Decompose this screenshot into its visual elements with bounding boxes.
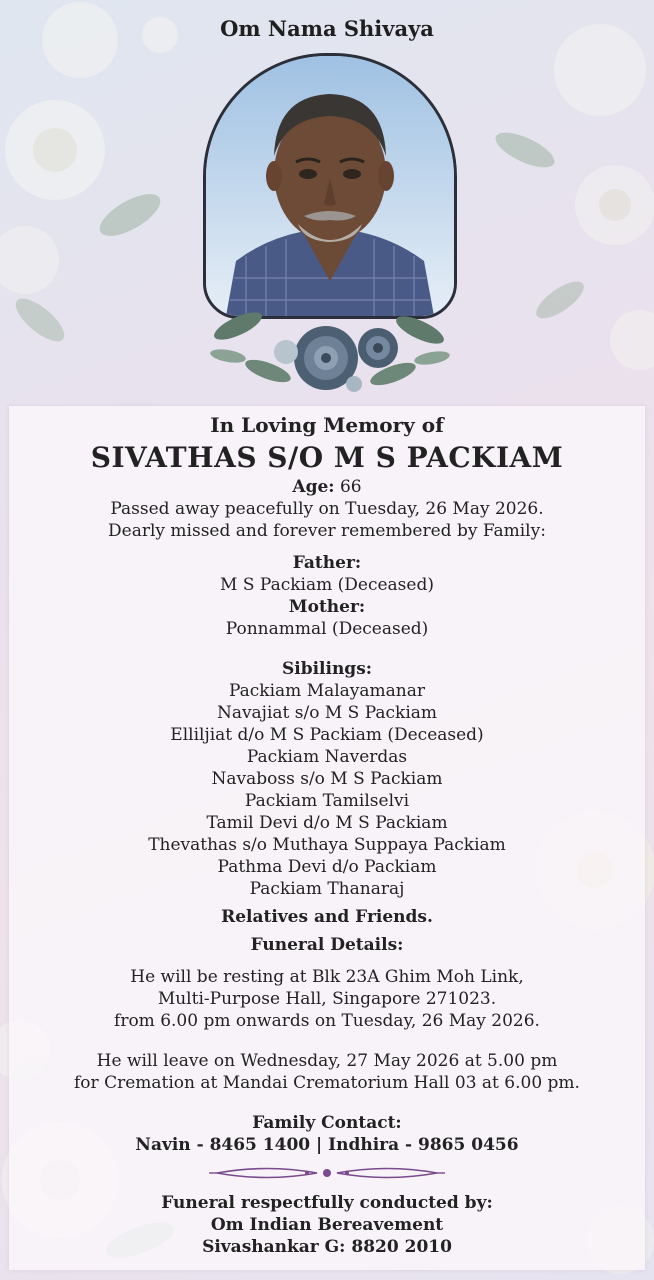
- funeral-details-label: Funeral Details:: [250, 935, 404, 955]
- family-contact-label: Family Contact:: [252, 1113, 402, 1133]
- siblings-label: Sibilings:: [281, 659, 373, 679]
- resting-line-2: Multi-Purpose Hall, Singapore 271023.: [157, 989, 497, 1009]
- memorial-intro: In Loving Memory of: [210, 413, 444, 437]
- deceased-name: SIVATHAS S/O M S PACKIAM: [90, 441, 564, 474]
- father-label: Father:: [292, 553, 362, 573]
- sibling-name: Navajiat s/o M S Packiam: [216, 703, 438, 723]
- resting-line-1: He will be resting at Blk 23A Ghim Moh Link,: [130, 967, 524, 987]
- leave-line-2: for Cremation at Mandai Crematorium Hall 03 at 6.00 pm.: [74, 1073, 580, 1093]
- resting-line-3: from 6.00 pm onwards on Tuesday, 26 May 2026.: [114, 1011, 540, 1031]
- sibling-name: Tamil Devi d/o M S Packiam: [206, 813, 448, 833]
- leave-line-1: He will leave on Wednesday, 27 May 2026 at 5.00 pm: [96, 1051, 558, 1071]
- funeral-director-contact: Sivashankar G: 8820 2010: [202, 1237, 452, 1257]
- bereavement-company: Om Indian Bereavement: [210, 1215, 444, 1235]
- age-value: 66: [339, 477, 362, 497]
- sibling-name: Thevathas s/o Muthaya Suppaya Packiam: [148, 835, 506, 855]
- age-label: Age:: [292, 477, 335, 497]
- obituary-content: [9, 410, 645, 1258]
- passed-line: Passed away peacefully on Tuesday, 26 May 2026.: [110, 499, 544, 519]
- header-title: Om Nama Shivaya: [220, 16, 434, 41]
- missed-line: Dearly missed and forever remembered by Family:: [108, 521, 546, 541]
- conducted-by-label: Funeral respectfully conducted by:: [161, 1193, 493, 1213]
- portrait-illustration: [206, 56, 454, 316]
- ornamental-divider: [207, 1162, 447, 1184]
- sibling-name: Packiam Naverdas: [246, 747, 408, 767]
- family-contact-numbers: Navin - 8465 1400 | Indhira - 9865 0456: [135, 1135, 519, 1155]
- sibling-name: Elliljiat d/o M S Packiam (Deceased): [170, 725, 484, 745]
- sibling-name: Packiam Malayamanar: [228, 681, 426, 701]
- sibling-name: Packiam Tamilselvi: [244, 791, 410, 811]
- sibling-name: Navaboss s/o M S Packiam: [211, 769, 443, 789]
- mother-name: Ponnammal (Deceased): [225, 619, 429, 639]
- sibling-name: Pathma Devi d/o Packiam: [217, 857, 437, 877]
- rose-bouquet-ornament: [198, 286, 458, 404]
- relatives-line: Relatives and Friends.: [221, 907, 433, 927]
- mother-label: Mother:: [288, 597, 366, 617]
- age-line: [9, 476, 645, 498]
- sibling-name: Packiam Thanaraj: [249, 879, 405, 899]
- portrait-photo: [203, 53, 457, 319]
- father-name: M S Packiam (Deceased): [220, 575, 434, 595]
